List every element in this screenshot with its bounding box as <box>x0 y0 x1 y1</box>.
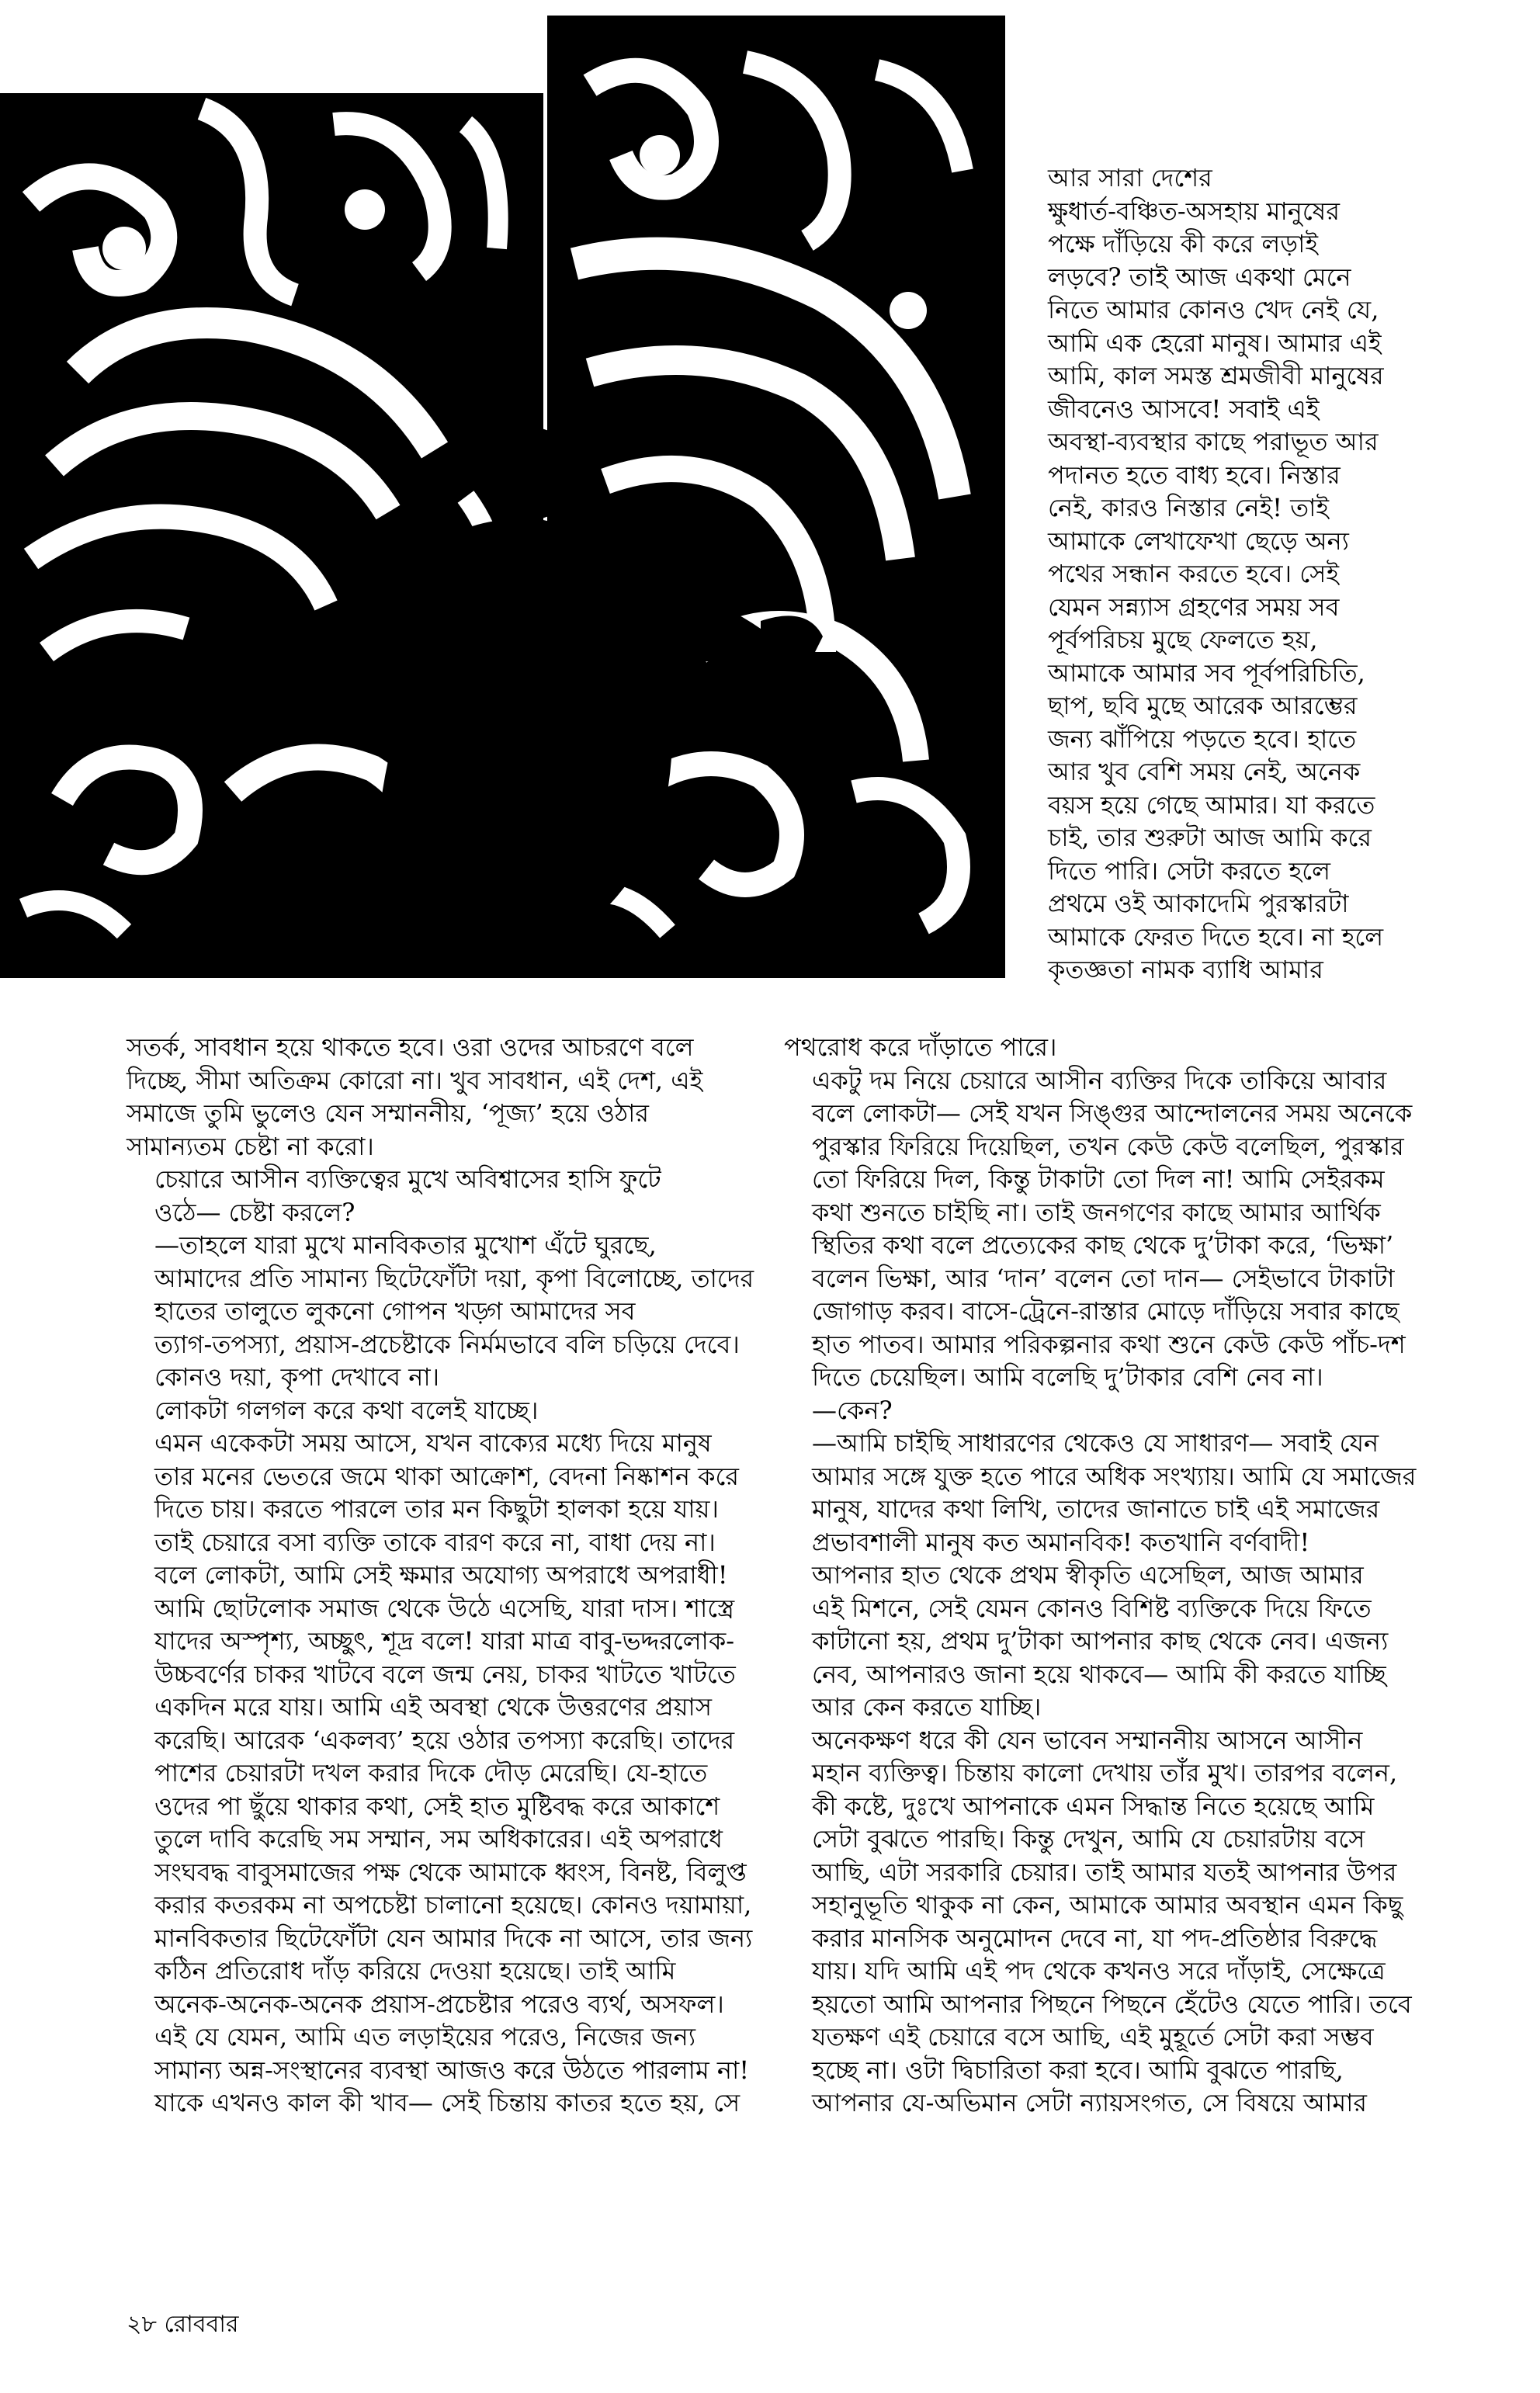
paragraph <box>127 1031 732 1163</box>
text-line: ওদের পা ছুঁয়ে থাকার কথা, সেই হাত মুষ্টিবদ্ধ করে আকাশে <box>154 1791 720 1821</box>
text-line: বয়স হয়ে গেছে আমার। যা করতে <box>1048 789 1375 820</box>
paragraph <box>784 1031 1521 1064</box>
paragraph <box>784 1427 1521 1559</box>
paragraph <box>127 2020 750 2120</box>
text-line: কৃতজ্ঞতা নামক ব্যাধি আমার <box>1048 955 1323 984</box>
text-line: করেছি। আরেক ‘একলব্য’ হয়ে ওঠার তপস্যা করেছি। তাদের <box>154 1725 735 1755</box>
text-line: পদানত হতে বাধ্য হবে। নিস্তার <box>1048 460 1341 490</box>
text-line: সতর্ক, সাবধান হয়ে থাকতে হবে। ওরা ওদের আচরণে বলে <box>127 1032 694 1062</box>
text-line: হাত পাতব। আমার পরিকল্পনার কথা শুনে কেউ কেউ পাঁচ-দশ <box>812 1329 1406 1359</box>
text-line: ক্ষুধার্ত-বঞ্চিত-অসহায় মানুষের <box>1048 196 1340 226</box>
text-line: সংঘবদ্ধ বাবুসমাজের পক্ষ থেকে আমাকে ধ্বংস, বিনষ্ট, বিলুপ্ত <box>154 1857 747 1887</box>
paragraph <box>127 1427 739 1559</box>
page-folio: ২৮ রোববার <box>127 2311 239 2338</box>
text-line: আছি, এটা সরকারি চেয়ার। তাই আমার যতই আপনার উপর <box>812 1857 1397 1887</box>
text-line: পক্ষে দাঁড়িয়ে কী করে লড়াই <box>1048 229 1318 258</box>
paragraph <box>784 1064 1521 1394</box>
text-line: আমাকে লেখাফেখা ছেড়ে অন্য <box>1048 525 1349 556</box>
woodcut-illustration <box>0 16 1005 978</box>
text-line: সমাজে তুমি ভুলেও যেন সম্মাননীয়, ‘পূজ্য’ হয়ে ওঠার <box>127 1098 650 1128</box>
text-line: কঠিন প্রতিরোধ দাঁড় করিয়ে দেওয়া হয়েছে। তাই আমি <box>154 1956 676 1985</box>
paragraph <box>127 1559 753 2020</box>
text-line: দিতে চায়। করতে পারলে তার মন কিছুটা হালকা হয়ে যায়। <box>154 1494 719 1524</box>
text-line: বলেন ভিক্ষা, আর ‘দান’ বলেন তো দান— সেইভাবে টাকাটা <box>812 1263 1395 1293</box>
text-line: আর খুব বেশি সময় নেই, অনেক <box>1048 757 1361 786</box>
text-line: বলে লোকটা— সেই যখন সিঙ্গুর আন্দোলনের সময় অনেকে <box>812 1098 1413 1128</box>
column-left <box>127 1031 754 2120</box>
text-line: দিতে চেয়েছিল। আমি বলেছি দু’টাকার বেশি নেব না। <box>812 1362 1323 1392</box>
text-line: যেমন সন্ন্যাস গ্রহণের সময় সব <box>1048 591 1340 622</box>
text-line: পথরোধ করে দাঁড়াতে পারে। <box>784 1032 1057 1062</box>
text-line: আপনার হাত থেকে প্রথম স্বীকৃতি এসেছিল, আজ আমার <box>812 1560 1364 1590</box>
text-line: একটু দম নিয়ে চেয়ারে আসীন ব্যক্তির দিকে তাকিয়ে আবার <box>812 1065 1387 1095</box>
text-line: আমি ছোটলোক সমাজ থেকে উঠে এসেছি, যারা দাস। শাস্ত্রে <box>154 1593 735 1623</box>
text-line: তাই চেয়ারে বসা ব্যক্তি তাকে বারণ করে না, বাধা দেয় না। <box>154 1527 716 1557</box>
text-line: কথা শুনতে চাইছি না। তাই জনগণের কাছে আমার আর্থিক <box>812 1197 1381 1227</box>
text-line: পুরস্কার ফিরিয়ে দিয়েছিল, তখন কেউ কেউ বলেছিল, পুরস্কার <box>812 1131 1404 1161</box>
text-line: চেয়ারে আসীন ব্যক্তিত্বের মুখে অবিশ্বাসের হাসি ফুটে <box>154 1164 661 1194</box>
text-line: সেটা বুঝতে পারছি। কিন্তু দেখুন, আমি যে চেয়ারটায় বসে <box>812 1824 1365 1854</box>
text-line: অনেক-অনেক-অনেক প্রয়াস-প্রচেষ্টার পরেও ব্যর্থ, অসফল। <box>154 1989 724 2019</box>
text-line: জোগাড় করব। বাসে-ট্রেনে-রাস্তার মোড়ে দাঁড়িয়ে সবার কাছে <box>812 1296 1400 1326</box>
text-line: কোনও দয়া, কৃপা দেখাবে না। <box>154 1362 440 1392</box>
text-line: মানবিকতার ছিটেফোঁটা যেন আমার দিকে না আসে, তার জন্য <box>154 1923 753 1953</box>
text-line: আমাকে ফেরত দিতে হবে। না হলে <box>1048 921 1384 952</box>
text-line: —কেন? <box>812 1395 893 1425</box>
text-line: ছাপ, ছবি মুছে আরেক আরম্ভের <box>1048 691 1358 720</box>
text-line: প্রভাবশালী মানুষ কত অমানবিক! কতখানি বর্ণবাদী! <box>812 1527 1310 1557</box>
text-line: মহান ব্যক্তিত্ব। চিন্তায় কালো দেখায় তাঁর মুখ। তারপর বলেন, <box>812 1758 1398 1788</box>
text-line: তার মনের ভেতরে জমে থাকা আক্রোশ, বেদনা নিষ্কাশন করে <box>154 1461 739 1491</box>
paragraph <box>784 1559 1521 1724</box>
text-line: করার মানসিক অনুমোদন দেবে না, যা পদ-প্রতিষ্ঠার বিরুদ্ধে <box>812 1923 1378 1953</box>
text-line: দিচ্ছে, সীমা অতিক্রম কোরো না। খুব সাবধান, এই দেশ, এই <box>127 1065 703 1095</box>
text-line: আমি, কাল সমস্ত শ্রমজীবী মানুষের <box>1048 361 1384 390</box>
paragraph <box>127 1163 732 1229</box>
text-line: আর কেন করতে যাচ্ছি। <box>812 1692 1042 1722</box>
text-line: আমি এক হেরো মানুষ। আমার এই <box>1048 328 1382 358</box>
text-line: বলে লোকটা, আমি সেই ক্ষমার অযোগ্য অপরাধে অপরাধী! <box>154 1560 728 1590</box>
text-line: তুলে দাবি করেছি সম সম্মান, সম অধিকারের। এই অপরাধে <box>154 1824 723 1854</box>
paragraph <box>127 1229 754 1394</box>
text-line: যাকে এখনও কাল কী খাব— সেই চিন্তায় কাতর হতে হয়, সে <box>154 2088 741 2117</box>
text-line: যতক্ষণ এই চেয়ারে বসে আছি, এই মুহূর্তে সেটা করা সম্ভব <box>812 2022 1374 2051</box>
text-line: হচ্ছে না। ওটা দ্বিচারিতা করা হবে। আমি বুঝতে পারছি, <box>812 2055 1344 2085</box>
text-line: তো ফিরিয়ে দিল, কিন্তু টাকাটা তো দিল না! আমি সেইরকম <box>812 1164 1385 1194</box>
text-line: আমাকে আমার সব পূর্বপরিচিতি, <box>1048 657 1365 688</box>
text-line: কাটানো হয়, প্রথম দু’টাকা আপনার কাছ থেকে নেব। এজন্য <box>812 1626 1389 1656</box>
text-line: সামান্যতম চেষ্টা না করো। <box>127 1131 374 1161</box>
text-line: সহানুভূতি থাকুক না কেন, আমাকে আমার অবস্থান এমন কিছু <box>812 1890 1403 1920</box>
text-line: হাতের তালুতে লুকনো গোপন খড়্গ আমাদের সব <box>154 1296 636 1326</box>
text-line: আমার সঙ্গে যুক্ত হতে পারে অধিক সংখ্যায়। আমি যে সমাজের <box>812 1461 1417 1491</box>
paragraph <box>1048 161 1514 987</box>
paragraph <box>784 1724 1521 2120</box>
text-line: সামান্য অন্ন-সংস্থানের ব্যবস্থা আজও করে উঠতে পারলাম না! <box>154 2055 750 2085</box>
text-line: পাশের চেয়ারটা দখল করার দিকে দৌড় মেরেছি। যে-হাতে <box>154 1758 708 1788</box>
text-line: দিতে পারি। সেটা করতে হলে <box>1048 855 1330 886</box>
text-line: আর সারা দেশের <box>1048 163 1212 192</box>
text-line: অবস্থা-ব্যবস্থার কাছে পরাভূত আর <box>1048 427 1379 456</box>
text-line: যাদের অস্পৃশ্য, অচ্ছুৎ, শূদ্র বলে! যারা মাত্র বাবু-ভদ্দরলোক- <box>154 1626 735 1656</box>
text-line: এই মিশনে, সেই যেমন কোনও বিশিষ্ট ব্যক্তিকে দিয়ে ফিতে <box>812 1593 1372 1623</box>
column-right <box>784 1031 1521 2120</box>
text-line: করার কতরকম না অপচেষ্টা চালানো হয়েছে। কোনও দয়ামায়া, <box>154 1890 752 1920</box>
text-line: আমাদের প্রতি সামান্য ছিটেফোঁটা দয়া, কৃপা বিলোচ্ছে, তাদের <box>154 1263 754 1293</box>
text-line: পূর্বপরিচয় মুছে ফেলতে হয়, <box>1048 625 1318 654</box>
text-line: লড়বে? তাই আজ একথা মেনে <box>1048 262 1351 292</box>
text-line: —আমি চাইছি সাধারণের থেকেও যে সাধারণ— সবাই যেন <box>812 1428 1379 1458</box>
text-line: নেব, আপনারও জানা হয়ে থাকবে— আমি কী করতে যাচ্ছি <box>812 1659 1386 1689</box>
text-line: প্রথমে ওই আকাদেমি পুরস্কারটা <box>1048 889 1349 918</box>
text-line: জন্য ঝাঁপিয়ে পড়তে হবে। হাতে <box>1048 723 1357 754</box>
text-line: নেই, কারও নিস্তার নেই! তাই <box>1048 493 1330 522</box>
text-line: ওঠে— চেষ্টা করলে? <box>154 1197 356 1227</box>
text-line: এই যে যেমন, আমি এত লড়াইয়ের পরেও, নিজের জন্য <box>154 2022 696 2051</box>
paragraph <box>127 1394 732 1427</box>
text-line: লোকটা গলগল করে কথা বলেই যাচ্ছে। <box>154 1395 539 1425</box>
text-line: উচ্চবর্ণের চাকর খাটবে বলে জন্ম নেয়, চাকর খাটতে খাটতে <box>154 1659 736 1689</box>
text-line: এমন একেকটা সময় আসে, যখন বাক্যের মধ্যে দিয়ে মানুষ <box>154 1428 712 1458</box>
text-line: চাই, তার শুরুটা আজ আমি করে <box>1048 823 1372 852</box>
text-line: কী কষ্টে, দুঃখে আপনাকে এমন সিদ্ধান্ত নিতে হয়েছে আমি <box>812 1791 1375 1821</box>
text-line: হয়তো আমি আপনার পিছনে পিছনে হেঁটেও যেতে পারি। তবে <box>812 1989 1412 2019</box>
text-line: ত্যাগ-তপস্যা, প্রয়াস-প্রচেষ্টাকে নির্মমভাবে বলি চড়িয়ে দেবে। <box>154 1329 740 1359</box>
text-line: যায়। যদি আমি এই পদ থেকে কখনও সরে দাঁড়াই, সেক্ষেত্রে <box>812 1956 1386 1985</box>
text-line: পথের সন্ধান করতে হবে। সেই <box>1048 559 1340 588</box>
text-line: অনেকক্ষণ ধরে কী যেন ভাবেন সম্মাননীয় আসনে আসীন <box>812 1725 1363 1755</box>
text-line: জীবনেও আসবে! সবাই এই <box>1048 394 1320 424</box>
text-line: নিতে আমার কোনও খেদ নেই যে, <box>1048 295 1379 324</box>
text-line: —তাহলে যারা মুখে মানবিকতার মুখোশ এঁটে ঘুরছে, <box>154 1230 657 1260</box>
text-line: আপনার যে-অভিমান সেটা ন্যায়সংগত, সে বিষয়ে আমার <box>812 2088 1367 2117</box>
paragraph <box>784 1394 1521 1427</box>
text-line: স্থিতির কথা বলে প্রত্যেকের কাছ থেকে দু’টাকা করে, ‘ভিক্ষা’ <box>812 1230 1394 1260</box>
text-line: একদিন মরে যায়। আমি এই অবস্থা থেকে উত্তরণের প্রয়াস <box>154 1692 712 1722</box>
text-line: মানুষ, যাদের কথা লিখি, তাদের জানাতে চাই এই সমাজের <box>812 1494 1380 1524</box>
column-top-right <box>1048 161 1514 987</box>
